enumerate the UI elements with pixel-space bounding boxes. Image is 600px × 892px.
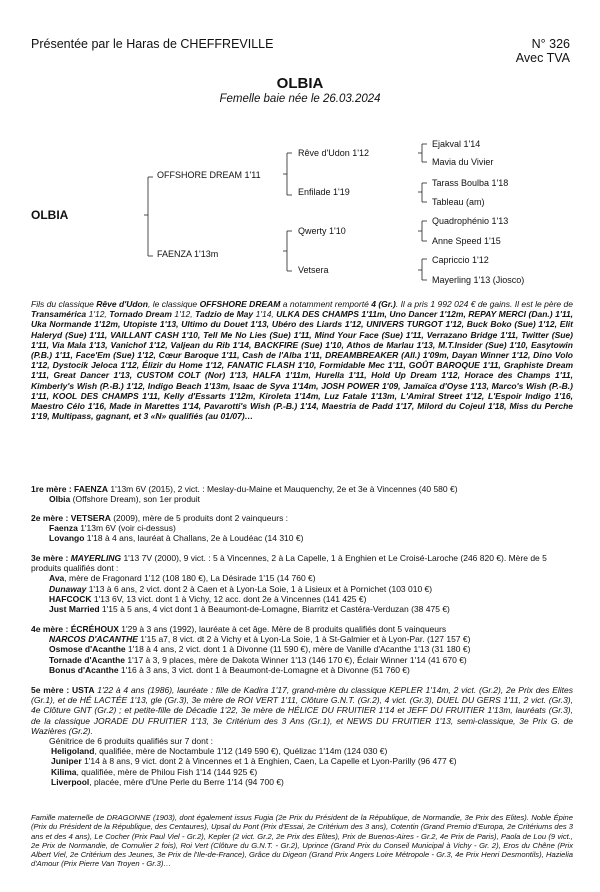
- pedigree-ggp: Mayerling 1'13 (Jiosco): [432, 275, 525, 285]
- horse-name-title: OLBIA: [276, 75, 324, 92]
- second-dam-section: 2e mère : VETSERA (2009), mère de 5 produits dont 2 vainqueurs : Faenza 1'13m 6V (voir ci-dessus) Lovango 1'18 à 4 ans, lauréat à Challans, 2e à Loudéac (14 310 €): [31, 513, 304, 544]
- maternal-family-paragraph: Famille maternelle de DRAGONNE (1903), dont également issus Fugia (2e Prix du Président de la République, de Normandie, 3e Prix des Elites). Noble Épine (Prix du Président de la République, des Centaures), Upsal du Pont (Prix d'Essai, 2e Critérium des 3 ans), Cotentin (Grand Premio d'Europa, 2e Critériums des 3 ans et des 4 ans), Le Cocher (Prix Paul Viel - Gr.2), Kepler (2 vict. Gr.2, 2e Prix des Elites), Prix de Buenos-Aires - Gr.2, 4e Prix de Paris), Paola de Lou (9 vict., 2e Prix de Normandie, de Cornulier 2 fois), Roi Vert (Clôture du G.N.T. - Gr.2), Uprince (Grand Prix du Conseil Municipal à Vichy - Gr. 2), Eros du Chêne (Prix Albert Viel, 2e Critérium des Jeunes, 3e Prix de l'Ile-de-France), Grâce du Digeon (Grand Prix Angers Loire Métropole - Gr.3, 4e Prix Henri Desmontils), Hazielia d'Amour (Prix Pierre Van Troyen - Gr.3)…: [31, 813, 573, 869]
- pedigree-dam-sire: Qwerty 1'10: [298, 226, 346, 236]
- pedigree-subject: OLBIA: [31, 208, 69, 222]
- sire-paragraph: Fils du classique Rêve d'Udon, le classique OFFSHORE DREAM a notamment remporté 4 (Gr.). Il a pris 1 992 024 € de gains. Il est le père de Transamérica 1'12, Tornado Dream 1'12, Tadzio de May 1'14, ULKA DES CHAMPS 1'11m, Uno Dancer 1'12m, REPAY MERCI (Dan.) 1'11, Uka Normande 1'12m, Utopiste 1'13, Ultimo du Douet 1'13, Ubéro des Liards 1'12, UNIVERS TURGOT 1'12, Buck Boko (Sue) 1'12, Elit Haleryd (Sue) 1'11, VAILLANT CASH 1'10, Tell Me No Lies (Sue) 1'11, Mind Your Face (Sue) 1'11, Verrazano Bridge 1'11, Twitter (Sue) 1'11, Via Mala 1'13, Vanichof 1'12, Valjean du Rib 1'14, BACKFIRE (Sue) 1'10, Athos de Marlau 1'13, M.T.Insider (Sue) 1'10, Easytowin (P.B.) 1'11, Face'Em (Sue) 1'12, Cœur Baroque 1'11, Cash de l'Alba 1'11, DREAMBREAKER (All.) 1'09m, Dayan Winner 1'12, Dino Volo 1'12, Dystocik Jeloca 1'12, Élizir du Home 1'12, FANATIC FLASH 1'10, Formidable Mec 1'11, GOÛT BAROQUE 1'11, Graphiste Dream 1'11, Great Dancer 1'13, CUSTOM COLT (Nor) 1'13, HALFA 1'11m, Hurella 1'11, Hold Up Dream 1'12, Horace des Champs 1'11, Kimberly's Wish (P.-B.) 1'12, Indigo Beach 1'13m, Isaac de Syva 1'14m, JOSH POWER 1'09, Jamaïca d'Oyse 1'13, Marco's Wish (P.-B.) 1'11, KOOL DES CHAMPS 1'11, Kelly d'Essarts 1'12m, Kiroleta 1'14m, Luz Fatale 1'13m, L'Amiral Street 1'12, L'Espoir Indigo 1'16, Maestro Célo 1'16, Made in Marettes 1'14, Pavarotti's Wish (P.-B.) 1'14, Maestria de Padd 1'17, Milord du Cojeul 1'18, Miss du Perche 1'19, Multipass, gagnant, et 3 «N» qualifiés (au 01/07)…: [31, 299, 574, 422]
- horse-description: Femelle baie née le 26.03.2024: [219, 93, 381, 105]
- pedigree-ggp: Mavia du Vivier: [432, 157, 494, 167]
- lot-number: N° 326: [531, 37, 570, 51]
- vat-label: Avec TVA: [515, 51, 570, 65]
- first-dam-section: 1re mère : FAENZA 1'13m 6V (2015), 2 vict. : Meslay-du-Maine et Mauquenchy, 2e et 3e à Vincennes (40 580 €) Olbia (Offshore Dream), son 1er produit: [31, 484, 458, 505]
- pedigree-ggp: Tableau (am): [432, 197, 485, 207]
- pedigree-ggp: Tarass Boulba 1'18: [432, 178, 509, 188]
- pedigree-dam: FAENZA 1'13m: [157, 249, 219, 259]
- fifth-dam-section: 5e mère : USTA 1'22 à 4 ans (1986), lauréate : fille de Kadira 1'17, grand-mère du classique KEPLER 1'14m, 2 vict. (Gr.2), 2e Prix des Elites (Gr.1), et de HÉ LACTÉE 1'13, gle (Gr.3), 3e mère de ROI VERT 1'11, Clôture G.N.T. (Gr.2), 4 vict. (Gr.3), DUEL DU GERS 1'11, 2 vict. (Gr.3), 4e Clôture GNT (Gr.2) ; et petite-fille de Décadie 1'22, 3e mère de HÉLICE DU FRUITIER 1'14 et JEFF DU FRUITIER 1'13m, lauréats (Gr.3), de la classique JORADE DU FRUITIER 1'13, 3e Critérium des 3 Ans (Gr.1), et NEWS DU FRUITIER 1'13, semi-classique, 3e Prix G. de Wazières (Gr.2). Génitrice de 6 produits qualifiés sur 7 dont : Heligoland, qualifiée, mère de Noctambule 1'12 (149 590 €), Quélizac 1'14m (124 030 €) Juniper 1'14 à 8 ans, 9 vict. dont 2 à Vincennes et 1 à Enghien, Caen, La Capelle et Lyon-Parilly (96 477 €) Kilima, qualifiée, mère de Philou Fish 1'14 (144 925 €) Liverpool, placée, mère d'Une Perle du Berre 1'14 (94 700 €): [31, 685, 573, 787]
- pedigree-ggp: Ejakval 1'14: [432, 139, 481, 149]
- pedigree-ggp: Capriccio 1'12: [432, 255, 489, 265]
- third-dam-section: 3e mère : MAYERLING 1'13 7V (2000), 9 vict. : 5 à Vincennes, 2 à La Capelle, 1 à Enghien et Le Croisé-Laroche (246 820 €). Mère de 5 produits qualifiés dont : Ava, mère de Fragonard 1'12 (108 180 €), La Désirade 1'15 (14 760 €) Dunaway 1'13 à 6 ans, 2 vict. dont 2 à Caen et à Lyon-La Soie, 1 à Lisieux et à Pornichet (103 010 €) HAFCOCK 1'13 6V, 13 vict. dont 1 à Vichy, 12 acc. dont 2e à Vincennes (141 425 €) Just Married 1'15 à 5 ans, 4 vict dont 1 à Beaumont-de-Lomagne, Biarritz et Castéra-Verduzan (38 475 €): [31, 553, 547, 615]
- pedigree-ggp: Anne Speed 1'15: [432, 236, 501, 246]
- pedigree-sire-sire: Rêve d'Udon 1'12: [298, 148, 369, 158]
- pedigree-dam-dam: Vetsera: [298, 265, 329, 275]
- presenter-text: Présentée par le Haras de CHEFFREVILLE: [31, 37, 274, 51]
- fourth-dam-section: 4e mère : ÉCRÉHOUX 1'29 à 3 ans (1992), lauréate à cet âge. Mère de 8 produits qualifiés dont 5 vainqueurs NARCOS D'ACANTHE 1'15 a7, 8 vict. dt 2 à Vichy et à Lyon-La Soie, 1 à St-Galmier et à Lyon-Par. (127 157 €) Osmose d'Acanthe 1'18 à 4 ans, 2 vict. dont 1 à Divonne (11 590 €), mère de Vanille d'Acanthe 1'13 (31 180 €) Tornade d'Acanthe 1'17 à 3, 9 places, mère de Dakota Winner 1'13 (146 170 €), Éclair Winner 1'14 (41 670 €) Bonus d'Acanthe 1'16 à 3 ans, 3 vict. dont 1 à Beaumont-de-Lomagne et à Divonne (51 760 €): [31, 624, 471, 675]
- pedigree-sire-dam: Enfilade 1'19: [298, 187, 350, 197]
- pedigree-sire: OFFSHORE DREAM 1'11: [157, 170, 261, 180]
- pedigree-ggp: Quadrophénio 1'13: [432, 216, 509, 226]
